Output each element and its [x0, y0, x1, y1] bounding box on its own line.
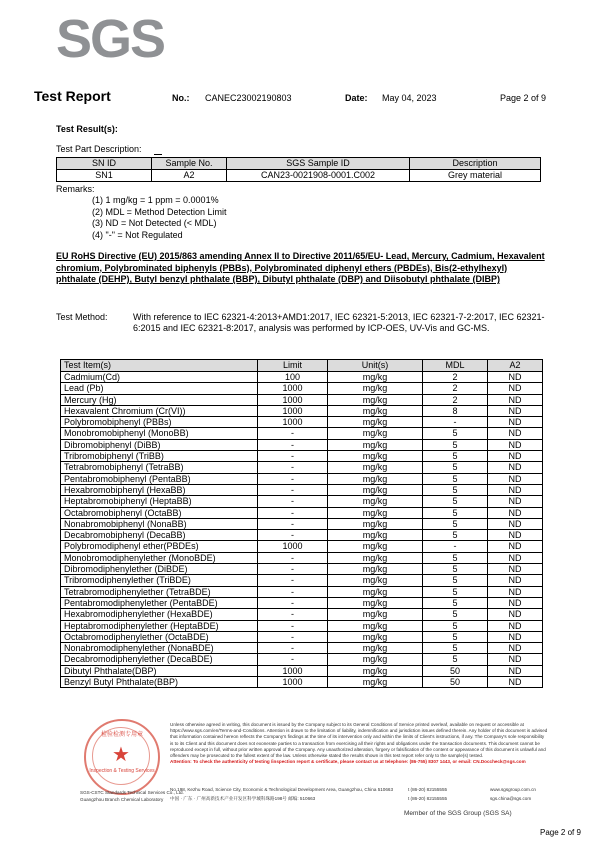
- fine-print-text: Unless otherwise agreed in writing, this document is issued by the Company subject to its General Conditions of Service printed overleaf, available on request or accessible at https://www.sgs.com/en/Terms-and-Conditions. Attention is drawn to the limitation of liability, indemnification and jurisdiction issues defined therein. Any holder of this document is advised that information contained hereon reflects the Company's findings at the time of its intervention only and within the limits of Client's instructions, if any. The Company's sole responsibility is to its Client and this document does not exonerate parties to a transaction from exercising all their rights and obligations under the transaction documents. This document cannot be reproduced except in full, without prior written approval of the Company. Any unauthorized alteration, forgery or falsification of the content or appearance of this document is unlawful and offenders may be prosecuted to the fullest extent of the law. Unless otherwise stated the results shown in this test report refer only to the sample(s) tested.: [170, 722, 548, 759]
- col-mdl: MDL: [423, 360, 488, 372]
- col-a2: A2: [488, 360, 543, 372]
- cell-description: Grey material: [410, 170, 541, 182]
- telephone-2: t (86-20) 82155555: [408, 796, 448, 801]
- table-row: [61, 586, 543, 597]
- company-name: SGS-CSTC Standards Technical Services Co., Ltd.: [80, 790, 184, 795]
- cell-sample-no: A2: [152, 170, 227, 182]
- cell-mdl: 5: [423, 654, 488, 665]
- table-row: [61, 541, 543, 552]
- list-item: (1) 1 mg/kg = 1 ppm = 0.0001%: [92, 195, 219, 205]
- header-page-number: Page 2 of 9: [500, 93, 547, 103]
- col-limit: Limit: [258, 360, 328, 372]
- cell-limit: -: [258, 507, 328, 518]
- cell-mdl: 2: [423, 383, 488, 394]
- cell-unit: mg/kg: [328, 609, 423, 620]
- cell-mdl: 5: [423, 439, 488, 450]
- cell-result: ND: [488, 518, 543, 529]
- cell-mdl: 5: [423, 643, 488, 654]
- cell-limit: -: [258, 462, 328, 473]
- report-number-label: No.:: [172, 93, 190, 103]
- inspection-stamp: [84, 719, 160, 795]
- table-row: [61, 654, 543, 665]
- address-chinese: 中国 · 广东 · 广州高新技术产业开发区科学城科珠路198号 邮编: 510663: [170, 796, 316, 801]
- table-row: [61, 484, 543, 495]
- test-method-text: With reference to IEC 62321-4:2013+AMD1:2017, IEC 62321-5:2013, IEC 62321-7-2:2017, IEC 62321-6:2015 and IEC 62321-8:2017, analysis was performed by ICP-OES, UV-Vis and GC-MS.: [133, 312, 545, 334]
- cell-result: ND: [488, 654, 543, 665]
- cell-result: ND: [488, 462, 543, 473]
- cell-result: ND: [488, 541, 543, 552]
- results-table: [60, 359, 543, 688]
- company-branch: Guangzhou Branch Chemical Laboratory: [80, 797, 164, 802]
- legal-fine-print: [170, 722, 548, 765]
- list-item: (3) ND = Not Detected (< MDL): [92, 218, 217, 228]
- table-row: [61, 564, 543, 575]
- cell-unit: mg/kg: [328, 439, 423, 450]
- table-row: [61, 439, 543, 450]
- table-row: [61, 620, 543, 631]
- address-english: No.198, Kezhu Road, Science City, Economic & Technological Development Area, Guangzhou, China 510663: [170, 787, 394, 792]
- cell-test-item: Monobromobiphenyl (MonoBB): [61, 428, 258, 439]
- cell-unit: mg/kg: [328, 417, 423, 428]
- cell-test-item: Octabromodiphenylether (OctaBDE): [61, 631, 258, 642]
- cell-result: ND: [488, 665, 543, 676]
- col-sample-no: Sample No.: [152, 158, 227, 170]
- part-description-heading: Test Part Description:: [56, 144, 142, 154]
- table-row: [61, 597, 543, 608]
- table-row: [61, 677, 543, 688]
- cell-unit: mg/kg: [328, 451, 423, 462]
- cell-limit: -: [258, 552, 328, 563]
- cell-mdl: 5: [423, 564, 488, 575]
- cell-limit: 1000: [258, 417, 328, 428]
- sample-table: [56, 157, 541, 182]
- cell-test-item: Hexabromobiphenyl (HexaBB): [61, 484, 258, 495]
- cell-result: ND: [488, 586, 543, 597]
- cell-limit: -: [258, 620, 328, 631]
- cell-unit: mg/kg: [328, 507, 423, 518]
- cell-mdl: 5: [423, 451, 488, 462]
- col-sgs-sample-id: SGS Sample ID: [227, 158, 410, 170]
- cell-test-item: Decabromodiphenylether (DecaBDE): [61, 654, 258, 665]
- cell-result: ND: [488, 496, 543, 507]
- cell-result: ND: [488, 507, 543, 518]
- sgs-group-member: Member of the SGS Group (SGS SA): [404, 810, 512, 817]
- cell-result: ND: [488, 620, 543, 631]
- table-row: [61, 665, 543, 676]
- cell-test-item: Dibromobiphenyl (DiBB): [61, 439, 258, 450]
- cell-test-item: Tribromobiphenyl (TriBB): [61, 451, 258, 462]
- cell-limit: -: [258, 575, 328, 586]
- cell-unit: mg/kg: [328, 518, 423, 529]
- cell-limit: -: [258, 428, 328, 439]
- cell-unit: mg/kg: [328, 631, 423, 642]
- cell-test-item: Dibromodiphenylether (DiBDE): [61, 564, 258, 575]
- cell-limit: -: [258, 631, 328, 642]
- report-date-label: Date:: [345, 93, 368, 103]
- cell-test-item: Dibutyl Phthalate(DBP): [61, 665, 258, 676]
- cell-result: ND: [488, 677, 543, 688]
- cell-limit: -: [258, 586, 328, 597]
- cell-unit: mg/kg: [328, 677, 423, 688]
- cell-result: ND: [488, 484, 543, 495]
- cell-unit: mg/kg: [328, 383, 423, 394]
- remarks-list: [92, 195, 226, 241]
- cell-unit: mg/kg: [328, 620, 423, 631]
- cell-test-item: Polybromobiphenyl (PBBs): [61, 417, 258, 428]
- footer-page-number: Page 2 of 9: [540, 828, 581, 837]
- cell-mdl: 5: [423, 620, 488, 631]
- cell-unit: mg/kg: [328, 462, 423, 473]
- cell-limit: 100: [258, 372, 328, 383]
- cell-mdl: 5: [423, 518, 488, 529]
- cell-unit: mg/kg: [328, 484, 423, 495]
- cell-limit: -: [258, 439, 328, 450]
- authenticity-notice: Attention: To check the authenticity of testing /inspection report & certificate, please contact us at telephone: (86-755) 8307 1443, or email: CN.Doccheck@sgs.com: [170, 759, 526, 765]
- cell-limit: -: [258, 518, 328, 529]
- directive-title: EU RoHS Directive (EU) 2015/863 amending Annex II to Directive 2011/65/EU- Lead, Mercury, Cadmium, Hexavalent chromium, Polybrominated biphenyls (PBBs), Polybrominated diphenyl ethers (PBDEs), Bis(2-ethylhexyl) phthalate (DEHP), Butyl benzyl phthalate (BBP), Dibutyl phthalate (DBP) and Diisobutyl phthalate (DIBP): [56, 251, 545, 285]
- table-row: [61, 372, 543, 383]
- table-row: [61, 462, 543, 473]
- sgs-logo: SGS: [56, 9, 165, 69]
- cell-mdl: 5: [423, 552, 488, 563]
- cell-mdl: 8: [423, 405, 488, 416]
- cell-test-item: Heptabromodiphenylether (HeptaBDE): [61, 620, 258, 631]
- table-row: [61, 507, 543, 518]
- cell-unit: mg/kg: [328, 552, 423, 563]
- cell-unit: mg/kg: [328, 541, 423, 552]
- cell-test-item: Mercury (Hg): [61, 394, 258, 405]
- cell-unit: mg/kg: [328, 473, 423, 484]
- cell-test-item: Cadmium(Cd): [61, 372, 258, 383]
- table-row: [61, 518, 543, 529]
- cell-unit: mg/kg: [328, 372, 423, 383]
- cell-result: ND: [488, 575, 543, 586]
- cell-limit: 1000: [258, 665, 328, 676]
- cell-mdl: 5: [423, 462, 488, 473]
- table-row: [61, 552, 543, 563]
- cell-test-item: Octabromobiphenyl (OctaBB): [61, 507, 258, 518]
- report-title: Test Report: [34, 88, 111, 104]
- cell-test-item: Pentabromodiphenylether (PentaBDE): [61, 597, 258, 608]
- test-method-label: Test Method:: [56, 312, 108, 322]
- cell-limit: -: [258, 484, 328, 495]
- cell-result: ND: [488, 643, 543, 654]
- cell-mdl: 2: [423, 372, 488, 383]
- cell-test-item: Hexavalent Chromium (Cr(VI)): [61, 405, 258, 416]
- cell-test-item: Tetrabromobiphenyl (TetraBB): [61, 462, 258, 473]
- col-test-item: Test Item(s): [61, 360, 258, 372]
- table-row: [57, 170, 541, 182]
- table-row: [61, 417, 543, 428]
- cell-limit: -: [258, 609, 328, 620]
- cell-result: ND: [488, 609, 543, 620]
- cell-unit: mg/kg: [328, 428, 423, 439]
- cell-result: ND: [488, 631, 543, 642]
- cell-test-item: Tetrabromodiphenylether (TetraBDE): [61, 586, 258, 597]
- cell-limit: 1000: [258, 405, 328, 416]
- table-row: [61, 405, 543, 416]
- cell-test-item: Heptabromobiphenyl (HeptaBB): [61, 496, 258, 507]
- cell-result: ND: [488, 473, 543, 484]
- list-item: (4) "-" = Not Regulated: [92, 229, 183, 240]
- cell-mdl: 5: [423, 428, 488, 439]
- results-table-header: [61, 360, 543, 372]
- cell-result: ND: [488, 552, 543, 563]
- cell-result: ND: [488, 530, 543, 541]
- cell-mdl: -: [423, 417, 488, 428]
- results-table-body: [61, 372, 543, 688]
- sample-table-header: [57, 158, 541, 170]
- cell-result: ND: [488, 428, 543, 439]
- table-row: [61, 394, 543, 405]
- cell-result: ND: [488, 417, 543, 428]
- table-row: [61, 473, 543, 484]
- cell-test-item: Nonabromobiphenyl (NonaBB): [61, 518, 258, 529]
- col-unit: Unit(s): [328, 360, 423, 372]
- cell-test-item: Tribromodiphenylether (TriBDE): [61, 575, 258, 586]
- cell-limit: 1000: [258, 541, 328, 552]
- cell-mdl: 50: [423, 677, 488, 688]
- cell-unit: mg/kg: [328, 530, 423, 541]
- table-row: [61, 530, 543, 541]
- table-row: [61, 496, 543, 507]
- cell-unit: mg/kg: [328, 654, 423, 665]
- cell-test-item: Pentabromobiphenyl (PentaBB): [61, 473, 258, 484]
- cell-result: ND: [488, 383, 543, 394]
- cell-result: ND: [488, 439, 543, 450]
- cell-sgs-sample-id: CAN23-0021908-0001.C002: [227, 170, 410, 182]
- cell-mdl: 5: [423, 586, 488, 597]
- website[interactable]: www.sgsgroup.com.cn: [490, 787, 536, 792]
- cell-mdl: 5: [423, 631, 488, 642]
- cell-limit: -: [258, 564, 328, 575]
- cell-mdl: 5: [423, 597, 488, 608]
- cell-unit: mg/kg: [328, 575, 423, 586]
- cell-mdl: 50: [423, 665, 488, 676]
- part-description-underline: [154, 154, 162, 155]
- cell-mdl: 5: [423, 575, 488, 586]
- table-row: [61, 609, 543, 620]
- cell-mdl: 5: [423, 530, 488, 541]
- cell-test-item: Monobromodiphenylether (MonoBDE): [61, 552, 258, 563]
- cell-unit: mg/kg: [328, 496, 423, 507]
- col-description: Description: [410, 158, 541, 170]
- table-row: [61, 383, 543, 394]
- cell-mdl: 5: [423, 496, 488, 507]
- stamp-sub-text: Inspection & Testing Services: [89, 768, 155, 774]
- cell-result: ND: [488, 564, 543, 575]
- cell-result: ND: [488, 405, 543, 416]
- table-row: [61, 575, 543, 586]
- cell-test-item: Lead (Pb): [61, 383, 258, 394]
- cell-result: ND: [488, 372, 543, 383]
- col-sn-id: SN ID: [57, 158, 152, 170]
- cell-limit: -: [258, 496, 328, 507]
- cell-unit: mg/kg: [328, 665, 423, 676]
- cell-limit: -: [258, 654, 328, 665]
- cell-unit: mg/kg: [328, 586, 423, 597]
- cell-limit: 1000: [258, 677, 328, 688]
- cell-mdl: 2: [423, 394, 488, 405]
- cell-result: ND: [488, 394, 543, 405]
- cell-limit: -: [258, 451, 328, 462]
- star-icon: ★: [112, 744, 130, 766]
- table-row: [61, 643, 543, 654]
- cell-limit: -: [258, 530, 328, 541]
- cell-limit: -: [258, 473, 328, 484]
- cell-mdl: 5: [423, 507, 488, 518]
- test-results-heading: Test Result(s):: [56, 124, 118, 134]
- cell-test-item: Nonabromodiphenylether (NonaBDE): [61, 643, 258, 654]
- report-date: May 04, 2023: [382, 93, 437, 103]
- cell-mdl: 5: [423, 609, 488, 620]
- cell-test-item: Decabromobiphenyl (DecaBB): [61, 530, 258, 541]
- cell-limit: -: [258, 597, 328, 608]
- cell-sn-id: SN1: [57, 170, 152, 182]
- table-row: [61, 428, 543, 439]
- cell-mdl: 5: [423, 484, 488, 495]
- stamp-ring-text: 检验检测专用章: [100, 732, 143, 738]
- remarks-heading: Remarks:: [56, 184, 95, 194]
- cell-unit: mg/kg: [328, 394, 423, 405]
- cell-mdl: 5: [423, 473, 488, 484]
- table-row: [61, 631, 543, 642]
- table-row: [61, 451, 543, 462]
- telephone-1: t (86-20) 82155555: [408, 787, 448, 792]
- cell-unit: mg/kg: [328, 564, 423, 575]
- cell-test-item: Polybromodiphenyl ether(PBDEs): [61, 541, 258, 552]
- cell-test-item: Benzyl Butyl Phthalate(BBP): [61, 677, 258, 688]
- cell-test-item: Hexabromodiphenylether (HexaBDE): [61, 609, 258, 620]
- cell-unit: mg/kg: [328, 597, 423, 608]
- email[interactable]: sgs.china@sgs.com: [490, 796, 532, 801]
- cell-unit: mg/kg: [328, 405, 423, 416]
- cell-limit: 1000: [258, 394, 328, 405]
- cell-limit: 1000: [258, 383, 328, 394]
- cell-result: ND: [488, 451, 543, 462]
- cell-unit: mg/kg: [328, 643, 423, 654]
- list-item: (2) MDL = Method Detection Limit: [92, 206, 227, 217]
- report-number: CANEC23002190803: [205, 93, 292, 103]
- cell-limit: -: [258, 643, 328, 654]
- cell-result: ND: [488, 597, 543, 608]
- cell-mdl: -: [423, 541, 488, 552]
